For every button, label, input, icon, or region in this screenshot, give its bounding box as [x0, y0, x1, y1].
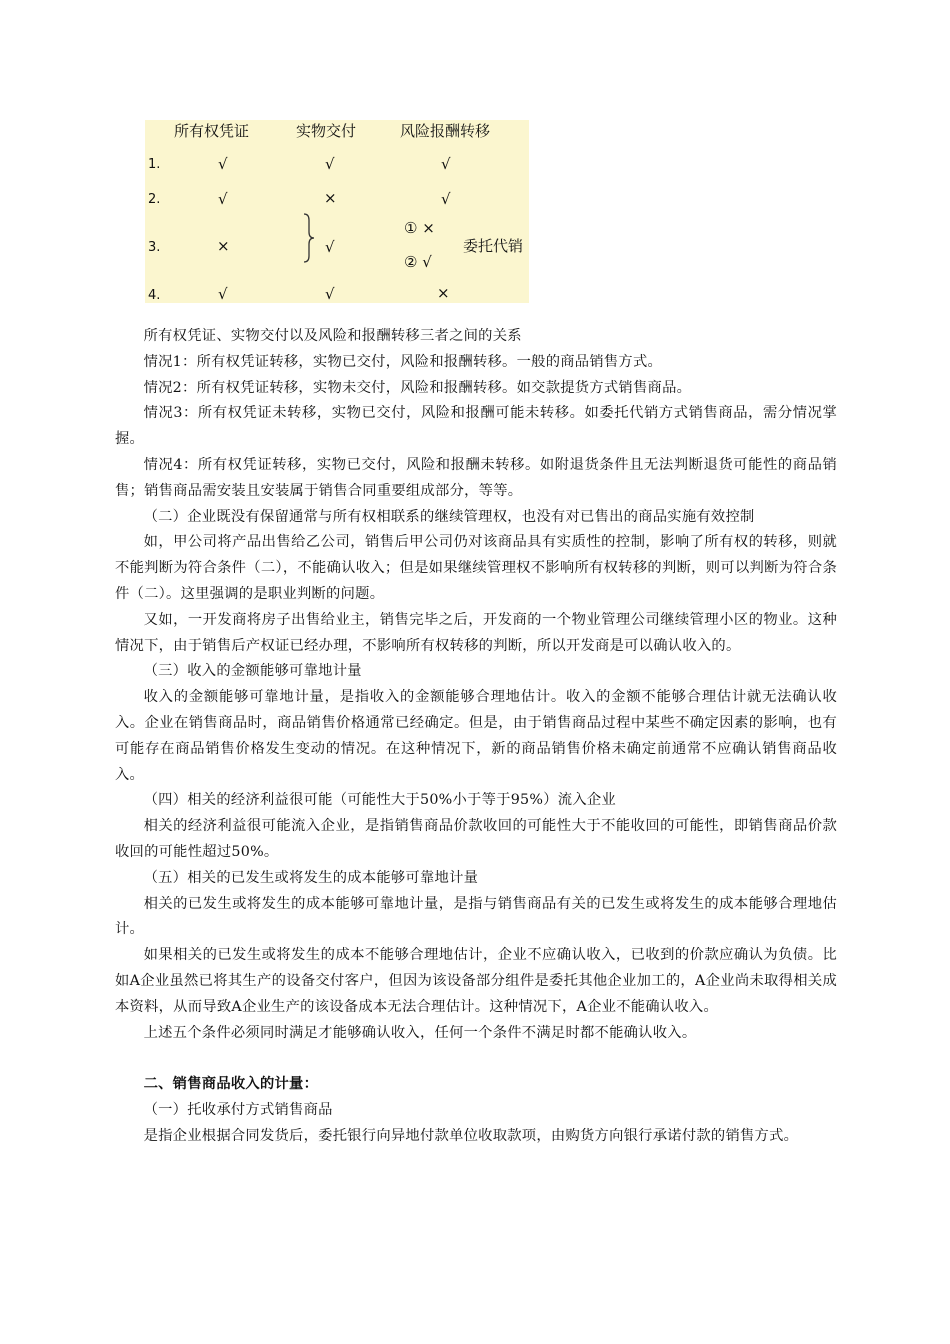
body-text	[115, 324, 837, 1150]
paragraph: 情况3：所有权凭证未转移，实物已交付，风险和报酬可能未转移。如委托代销方式销售商品，需分情况掌握。	[115, 405, 837, 448]
check-mark: √	[325, 285, 335, 303]
check-mark: √	[218, 190, 228, 208]
risk-option-2: ② √	[404, 253, 432, 271]
cross-mark: ×	[217, 237, 230, 255]
paragraph: 又如，一开发商将房子出售给业主，销售完毕之后，开发商的一个物业管理公司继续管理小区的物业。这种情况下，由于销售后产权证已经办理，不影响所有权转移的判断，所以开发商是可以确认收入的。	[115, 611, 837, 654]
section-heading: （二）企业既没有保留通常与所有权相联系的继续管理权，也没有对已售出的商品实施有效控制	[143, 508, 755, 525]
cross-mark: ×	[324, 189, 337, 207]
check-mark: √	[325, 155, 335, 173]
paragraph: 如，甲公司将产品出售给乙公司，销售后甲公司仍对该商品具有实质性的控制，影响了所有权的转移，则就不能判断为符合条件（二），不能确认收入；但是如果继续管理权不影响所有权转移的判断，则可以判断为符合条件（二）。这里强调的是职业判断的问题。	[115, 534, 837, 602]
paragraph: 情况1：所有权凭证转移，实物已交付，风险和报酬转移。一般的商品销售方式。	[143, 353, 663, 370]
check-mark: √	[218, 285, 228, 303]
check-mark: √	[441, 155, 451, 173]
section-heading: （一）托收承付方式销售商品	[143, 1101, 333, 1118]
check-mark: √	[218, 155, 228, 173]
row-number: 4.	[148, 288, 161, 303]
header-delivery: 实物交付	[296, 122, 357, 140]
curly-brace-icon	[302, 212, 316, 264]
paragraph: 如果相关的已发生或将发生的成本不能够合理地估计，企业不应确认收入，已收到的价款应确认为负债。比如A企业虽然已将其生产的设备交付客户，但因为该设备部分组件是委托其他企业加工的，A企业尚未取得相关成本资料，从而导致A企业生产的该设备成本无法合理估计。这种情况下，A企业不能确认收入。	[115, 947, 837, 1015]
chapter-heading: 二、销售商品收入的计量：	[143, 1076, 319, 1093]
risk-option-1: ① ×	[404, 219, 435, 237]
section-heading: （三）收入的金额能够可靠地计量	[143, 663, 362, 680]
row-number: 2.	[148, 192, 161, 207]
header-ownership: 所有权凭证	[174, 122, 250, 140]
paragraph: 情况2：所有权凭证转移，实物未交付，风险和报酬转移。如交款提货方式销售商品。	[143, 379, 692, 396]
row-number: 1.	[148, 157, 161, 172]
cross-mark: ×	[437, 284, 450, 302]
paragraph: 上述五个条件必须同时满足才能够确认收入，任何一个条件不满足时都不能确认收入。	[143, 1024, 697, 1041]
paragraph: 是指企业根据合同发货后，委托银行向异地付款单位收取款项，由购货方向银行承诺付款的销售方式。	[143, 1127, 799, 1144]
consignment-label: 委托代销	[463, 237, 524, 255]
section-heading: （四）相关的经济利益很可能（可能性大于50%小于等于95%）流入企业	[143, 792, 616, 809]
paragraph: 收入的金额能够可靠地计量，是指收入的金额能够合理地估计。收入的金额不能够合理估计就无法确认收入。企业在销售商品时，商品销售价格通常已经确定。但是，由于销售商品过程中某些不确定因素的影响，也有可能存在商品销售价格发生变动的情况。在这种情况下，新的商品销售价格未确定前通常不应确认销售商品收入。	[115, 689, 837, 783]
check-mark: √	[441, 190, 451, 208]
row-number: 3.	[148, 240, 161, 255]
header-risk: 风险报酬转移	[400, 122, 491, 140]
section-heading: （五）相关的已发生或将发生的成本能够可靠地计量	[143, 869, 479, 886]
ownership-relationship-figure	[145, 120, 529, 303]
check-mark: √	[325, 238, 335, 256]
paragraph: 情况4：所有权凭证转移，实物已交付，风险和报酬未转移。如附退货条件且无法判断退货可能性的商品销售；销售商品需安装且安装属于销售合同重要组成部分，等等。	[115, 456, 837, 499]
paragraph: 相关的经济利益很可能流入企业，是指销售商品价款收回的可能性大于不能收回的可能性，即销售商品价款收回的可能性超过50%。	[115, 818, 837, 860]
figure-caption: 所有权凭证、实物交付以及风险和报酬转移三者之间的关系	[143, 328, 522, 344]
paragraph: 相关的已发生或将发生的成本能够可靠地计量，是指与销售商品有关的已发生或将发生的成本能够合理地估计。	[115, 895, 837, 938]
